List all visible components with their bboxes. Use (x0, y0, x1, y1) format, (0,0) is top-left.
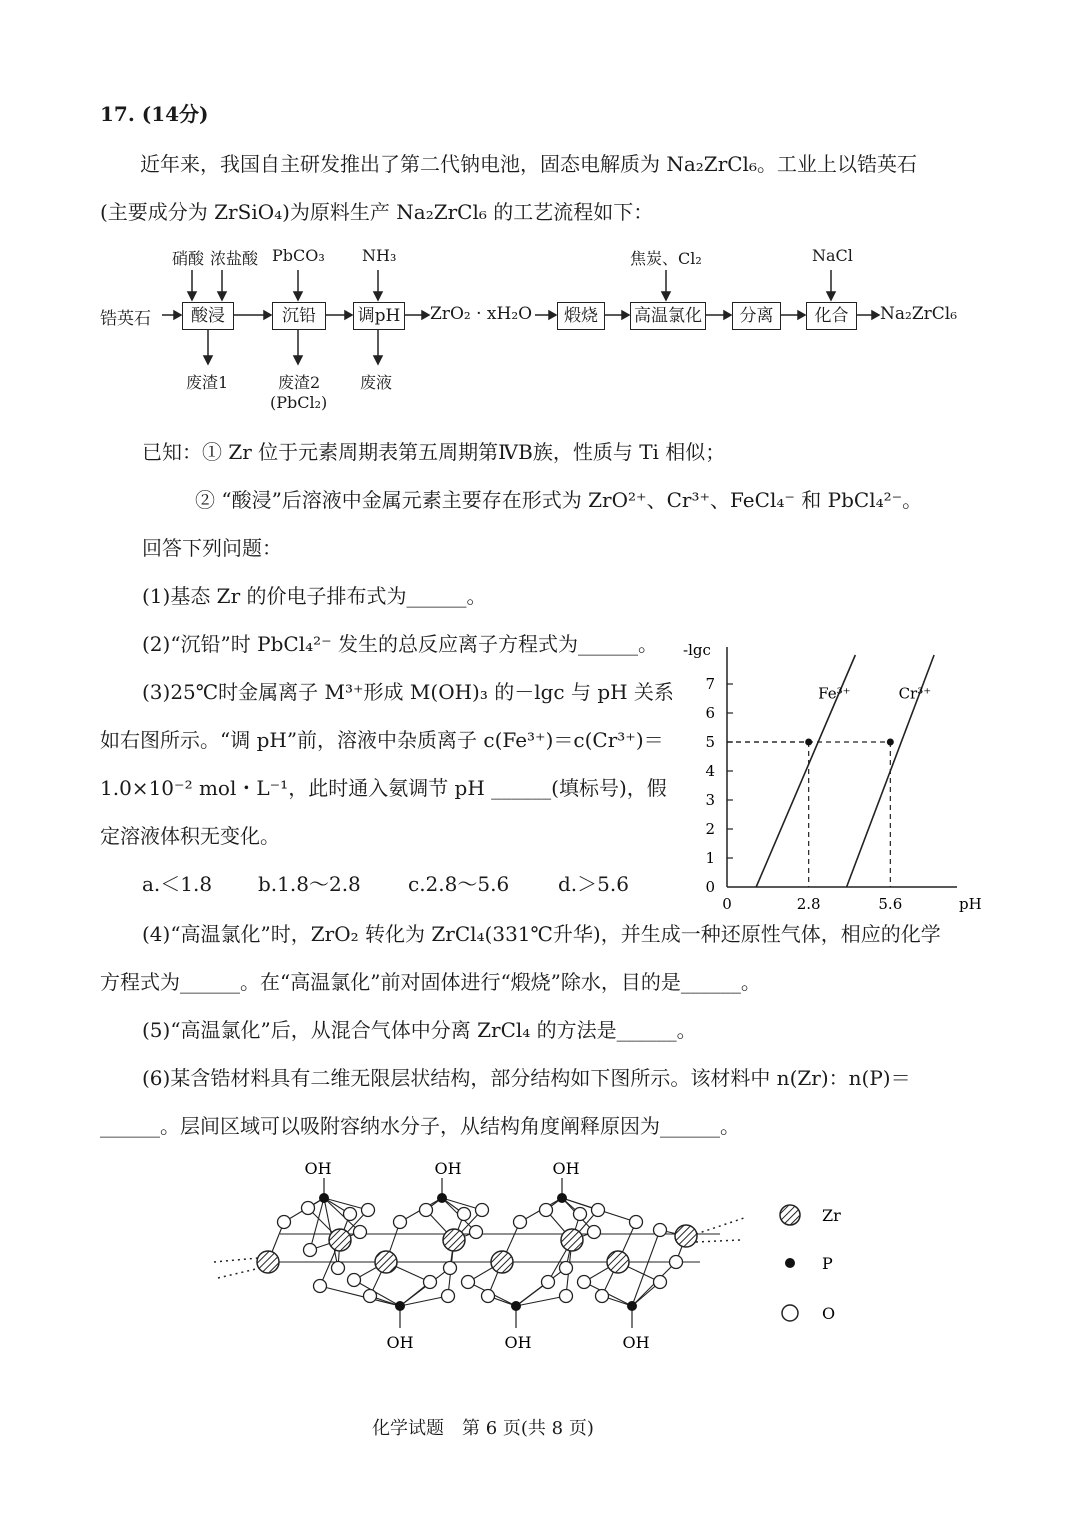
reagent-hcl: 浓盐酸 (210, 249, 259, 268)
y-tick-label: 3 (705, 791, 715, 809)
step-high-temp-chlorination: 高温氯化 (630, 302, 706, 330)
question-3-line-4: 定溶液体积无变化。 (100, 824, 280, 848)
legend-o: O (822, 1304, 836, 1323)
o-atom (364, 1290, 377, 1303)
extension-dots (696, 1218, 744, 1234)
o-atom (540, 1204, 553, 1217)
waste-1: 废渣1 (186, 373, 229, 392)
p-atom (395, 1301, 405, 1311)
page-footer: 化学试题 第 6 页(共 8 页) (372, 1418, 594, 1439)
o-atom (394, 1216, 407, 1229)
p-atom (319, 1193, 329, 1203)
y-tick-label: 1 (705, 849, 715, 867)
y-tick-label: 6 (705, 704, 715, 722)
o-atom (424, 1276, 437, 1289)
step-adjust-ph: 调pH (353, 302, 405, 330)
reagent-nacl: NaCl (812, 246, 853, 265)
marked-point (805, 739, 812, 746)
o-atom (574, 1208, 587, 1221)
y-axis-label: -lgc (683, 641, 711, 659)
lgc-ph-chart (680, 625, 982, 920)
o-atom (654, 1224, 667, 1237)
question-2: (2)“沉铅”时 PbCl₄²⁻ 发生的总反应离子方程式为______。 (142, 632, 659, 656)
oh-label-bottom: OH (504, 1333, 532, 1352)
step-acid-leach: 酸浸 (182, 302, 234, 330)
question-4-line-1: (4)“高温氯化”时，ZrO₂ 转化为 ZrCl₄(331℃升华)，并生成一种还原性气体，相应的化学 (142, 922, 941, 946)
o-atom (314, 1280, 327, 1293)
question-3-line-2: 如右图所示。“调 pH”前，溶液中杂质离子 c(Fe³⁺)＝c(Cr³⁺)＝ (100, 728, 664, 752)
question-6-line-1: (6)某含锆材料具有二维无限层状结构，部分结构如下图所示。该材料中 n(Zr)：n(P)＝ (142, 1066, 911, 1090)
bond (320, 1286, 400, 1306)
known-1: 已知：① Zr 位于元素周期表第五周期第ⅣB族，性质与 Ti 相似； (142, 440, 726, 464)
layered-structure-diagram (200, 1150, 760, 1360)
step-lead-precip: 沉铅 (272, 302, 326, 330)
x-tick-label: 2.8 (796, 895, 821, 913)
intro-line-2: (主要成分为 ZrSiO₄)为原料生产 Na₂ZrCl₆ 的工艺流程如下： (100, 200, 654, 224)
zr-atom (491, 1251, 513, 1273)
zr-atom (607, 1251, 629, 1273)
x-tick-label: 5.6 (878, 895, 903, 913)
p-atom-icon (785, 1258, 795, 1268)
legend-p: P (822, 1254, 833, 1273)
reagent-coke-cl2: 焦炭、Cl₂ (630, 249, 702, 268)
p-atom (437, 1193, 447, 1203)
o-atom (278, 1216, 291, 1229)
o-atom (332, 1262, 345, 1275)
o-atom (462, 1276, 475, 1289)
series-label-fe: Fe³⁺ (818, 684, 851, 703)
o-atom (458, 1208, 471, 1221)
raw-material: 锆英石 (100, 309, 151, 329)
question-1: (1)基态 Zr 的价电子排布式为______。 (142, 584, 487, 608)
y-tick-label: 7 (705, 675, 715, 693)
o-atom (514, 1216, 527, 1229)
bond (354, 1280, 400, 1306)
o-atom (654, 1276, 667, 1289)
mid-product: ZrO₂ · xH₂O (430, 304, 533, 324)
waste-liquid: 废液 (360, 373, 393, 392)
zr-atom (675, 1225, 697, 1247)
oh-label-top: OH (304, 1159, 332, 1178)
marked-point (887, 739, 894, 746)
o-atom (354, 1226, 367, 1239)
o-atom (596, 1290, 609, 1303)
oh-label-top: OH (434, 1159, 462, 1178)
o-atom-icon (782, 1305, 798, 1321)
question-6-line-2: ______。层间区域可以吸附容纳水分子，从结构角度阐释原因为______。 (100, 1114, 740, 1138)
option-d: d.＞5.6 (558, 872, 629, 896)
o-atom (560, 1262, 573, 1275)
step-calcine: 煅烧 (557, 302, 605, 330)
reagent-nitric-acid: 硝酸 (172, 249, 205, 268)
question-5: (5)“高温氯化”后，从混合气体中分离 ZrCl₄ 的方法是______。 (142, 1018, 697, 1042)
zr-atom (329, 1229, 351, 1251)
y-tick-label: 2 (705, 820, 715, 838)
zr-atom (443, 1229, 465, 1251)
o-atom (470, 1226, 483, 1239)
extension-dots (214, 1258, 258, 1262)
o-atom (444, 1262, 457, 1275)
intro-line-1: 近年来，我国自主研发推出了第二代钠电池，固态电解质为 Na₂ZrCl₆。工业上以锆英石 (140, 152, 917, 176)
question-3-line-1: (3)25℃时金属离子 M³⁺形成 M(OH)₃ 的－lgc 与 pH 关系 (142, 680, 674, 704)
question-4-line-2: 方程式为______。在“高温氯化”前对固体进行“煅烧”除水，目的是______。 (100, 970, 761, 994)
y-tick-label: 5 (705, 733, 715, 751)
series-label-cr: Cr³⁺ (898, 684, 932, 703)
flow-arrows (0, 240, 1080, 420)
y-tick-label: 0 (705, 878, 715, 896)
option-c: c.2.8～5.6 (408, 872, 510, 896)
reagent-pbco3: PbCO₃ (272, 246, 325, 265)
o-atom (304, 1244, 317, 1257)
p-atom (511, 1301, 521, 1311)
waste-2: 废渣2 (278, 373, 321, 392)
oh-label-bottom: OH (622, 1333, 650, 1352)
o-atom (560, 1290, 573, 1303)
o-atom (588, 1226, 601, 1239)
o-atom (344, 1208, 357, 1221)
o-atom (592, 1204, 605, 1217)
o-atom (630, 1216, 643, 1229)
o-atom (362, 1204, 375, 1217)
zr-atom (561, 1229, 583, 1251)
zr-atom (257, 1251, 279, 1273)
o-atom (670, 1256, 683, 1269)
step-separation: 分离 (732, 302, 781, 330)
step-combination: 化合 (806, 302, 857, 330)
o-atom (420, 1204, 433, 1217)
x-axis-label: pH (959, 895, 982, 913)
oh-label-bottom: OH (386, 1333, 414, 1352)
p-atom (557, 1193, 567, 1203)
known-2: ② “酸浸”后溶液中金属元素主要存在形式为 ZrO²⁺、Cr³⁺、FeCl₄⁻ 和 PbCl₄²⁻。 (195, 488, 923, 512)
o-atom (476, 1204, 489, 1217)
o-atom (302, 1202, 315, 1215)
reagent-nh3: NH₃ (362, 246, 397, 265)
option-a: a.＜1.8 (142, 872, 213, 896)
question-3-line-3: 1.0×10⁻² mol・L⁻¹，此时通入氨调节 pH ______(填标号)，假 (100, 776, 667, 800)
zr-atom (375, 1251, 397, 1273)
oh-label-top: OH (552, 1159, 580, 1178)
answer-prompt: 回答下列问题： (142, 536, 282, 560)
option-b: b.1.8～2.8 (258, 872, 361, 896)
legend-zr: Zr (822, 1206, 841, 1225)
structure-legend (770, 1195, 850, 1335)
extension-dots (218, 1268, 260, 1278)
y-tick-label: 4 (705, 762, 715, 780)
final-product: Na₂ZrCl₆ (880, 304, 958, 324)
extension-dots (696, 1240, 740, 1242)
p-atom (627, 1301, 637, 1311)
o-atom (482, 1290, 495, 1303)
x-tick-label: 0 (722, 895, 732, 913)
zr-atom-icon (780, 1205, 800, 1225)
o-atom (348, 1274, 361, 1287)
o-atom (542, 1276, 555, 1289)
question-number: 17. (14分) (100, 102, 209, 126)
o-atom (578, 1276, 591, 1289)
o-atom (442, 1290, 455, 1303)
waste-2-formula: (PbCl₂) (270, 393, 328, 412)
